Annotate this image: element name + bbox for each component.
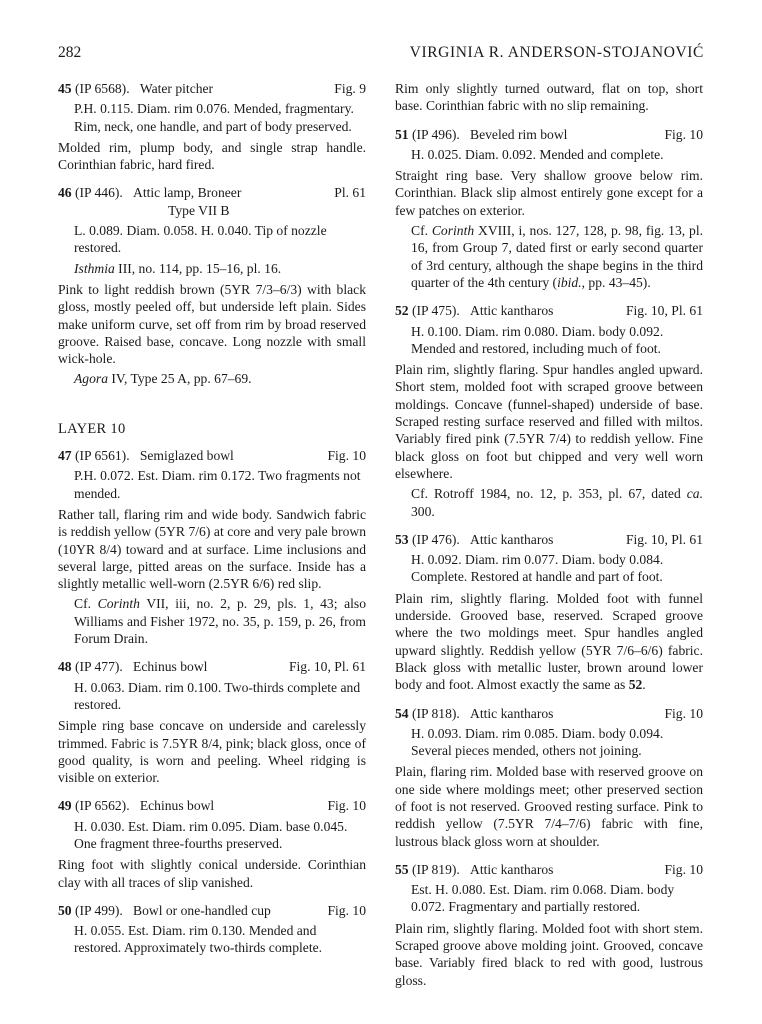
- reference-title: Corinth: [431, 223, 475, 239]
- description-end: .: [642, 677, 646, 693]
- catalog-entry-52: [395, 302, 703, 520]
- entry-inventory: (IP 6561).: [71, 448, 130, 464]
- entry-name: Semiglazed bowl: [139, 448, 234, 464]
- entry-number: 48: [58, 659, 72, 675]
- entry-heading: [395, 126, 703, 143]
- figure-reference: Fig. 10, Pl. 61: [288, 659, 366, 675]
- entry-measurements: H. 0.055. Est. Diam. rim 0.130. Mended and restored. Approximately two-thirds complete.: [74, 923, 323, 956]
- entry-name: Attic lamp, Broneer: [133, 185, 242, 201]
- reference-prefix: Cf.: [411, 223, 432, 239]
- entry-name: Attic kantharos: [470, 531, 554, 547]
- entry-heading: [58, 797, 366, 814]
- reference-detail: IV, Type 25 A, pp. 67–69.: [107, 371, 252, 387]
- entry-description: Plain rim, slightly flaring. Molded foot with short stem. Scraped groove above molding joint. Grooved, concave base. Variably fired black to red with good, lustrous gloss.: [395, 920, 703, 988]
- entry-measurements: H. 0.100. Diam. rim 0.080. Diam. body 0.092. Mended and restored, including much of foot.: [411, 323, 664, 356]
- entry-inventory: (IP 6568).: [71, 81, 130, 96]
- figure-reference: Fig. 10: [664, 705, 703, 721]
- entry-measurements: H. 0.093. Diam. rim 0.085. Diam. body 0.094. Several pieces mended, others not joining.: [411, 725, 664, 759]
- entry-measurements: P.H. 0.072. Est. Diam. rim 0.172. Two fragments not mended.: [74, 468, 361, 501]
- entry-heading: [58, 80, 366, 97]
- entry-number: 53: [395, 531, 409, 547]
- reference-title: Isthmia: [74, 260, 115, 276]
- entry-description: Simple ring base concave on underside and carelessly trimmed. Fabric is 7.5YR 8/4, pink; black gloss, once of good quality, is worn and peeling. Wheel ridging is visible on exterior.: [58, 718, 366, 786]
- entry-measurements: H. 0.092. Diam. rim 0.077. Diam. body 0.084. Complete. Restored at handle and part of foot.: [411, 552, 664, 585]
- entry-name: Bowl or one-handled cup: [133, 902, 271, 918]
- entry-description: Ring foot with slightly conical underside. Corinthian clay with all traces of slip vanished.: [58, 857, 366, 890]
- figure-reference: Fig. 10: [327, 448, 366, 464]
- entry-inventory: (IP 496).: [408, 126, 460, 142]
- entry-heading: [58, 184, 366, 219]
- entry-heading: [395, 861, 703, 878]
- entry-name: Water pitcher: [139, 81, 214, 96]
- entry-name: Attic kantharos: [470, 303, 554, 319]
- catalog-entry-49: [58, 797, 366, 890]
- entry-number: 45: [58, 81, 72, 96]
- entry-description: Rather tall, flaring rim and wide body. Sandwich fabric is reddish yellow (5YR 7/6) at core and very pale brown (10YR 8/4) toward and at surface. Lime inclusions and several large, pitted areas on the surface. Inside has a slightly metallic well-worn (2.5YR 6/6) red slip.: [58, 506, 366, 592]
- running-head: VIRGINIA R. ANDERSON-STOJANOVIĆ: [409, 44, 704, 61]
- entry-number: 55: [395, 861, 409, 877]
- layer-heading: LAYER 10: [58, 420, 126, 437]
- right-column: [395, 80, 703, 1000]
- entry-reference: [395, 222, 703, 291]
- catalog-entry-45: [58, 80, 366, 173]
- entry-number: 51: [395, 126, 409, 142]
- figure-reference: Pl. 61: [334, 185, 366, 201]
- catalog-entry-54: [395, 705, 703, 850]
- reference-prefix: Cf.: [74, 596, 98, 612]
- catalog-entry-55: [395, 861, 703, 989]
- catalog-entry-46: [58, 184, 366, 387]
- entry-inventory: (IP 6562).: [71, 798, 130, 814]
- entry-number: 54: [395, 705, 409, 721]
- reference-title: Corinth: [97, 596, 140, 612]
- entry-reference: [395, 485, 703, 520]
- reference-detail: XVIII, i, nos. 127, 128, p. 98, fig. 13, pl. 16, from Group 7, dated first or early second quarter of 3rd century, although the shape begins in the third quarter of the 4th century (: [411, 223, 704, 290]
- entry-inventory: (IP 446).: [71, 185, 123, 201]
- entry-inventory: (IP 476).: [408, 531, 460, 547]
- entry-description: Molded rim, plump body, and single strap handle. Corinthian fabric, hard fired.: [58, 139, 366, 173]
- entry-measurements: H. 0.025. Diam. 0.092. Mended and complete.: [411, 146, 664, 162]
- left-column: [58, 80, 366, 968]
- catalog-entry-48: [58, 658, 366, 786]
- entry-name: Echinus bowl: [139, 798, 215, 814]
- entry-heading: [395, 302, 703, 319]
- reference-title: ca.: [686, 486, 703, 502]
- reference-prefix: Cf. Rotroff 1984, no. 12, p. 353, pl. 67, dated: [411, 486, 687, 502]
- entry-name: Beveled rim bowl: [470, 126, 568, 142]
- entry-inventory: (IP 477).: [71, 659, 123, 675]
- reference-ibid: ibid.: [557, 274, 582, 290]
- entry-inventory: (IP 499).: [71, 902, 123, 918]
- cross-reference-number: 52: [628, 677, 643, 693]
- page-header: [58, 44, 704, 68]
- catalog-entry-50: [58, 902, 366, 957]
- entry-50-continuation: Rim only slightly turned outward, flat on top, short base. Corinthian fabric with no slip remaining.: [395, 81, 703, 114]
- figure-reference: Fig. 10, Pl. 61: [625, 531, 703, 547]
- entry-heading: [58, 447, 366, 464]
- entry-number: 46: [58, 185, 72, 201]
- reference-title: Agora: [74, 371, 108, 387]
- entry-inventory: (IP 818).: [408, 705, 460, 721]
- catalog-entry-53: [395, 531, 703, 694]
- entry-number: 49: [58, 798, 72, 814]
- entry-reference: [58, 595, 366, 647]
- figure-reference: Fig. 10: [664, 861, 703, 877]
- figure-reference: Fig. 10: [664, 126, 703, 142]
- entry-inventory: (IP 819).: [408, 861, 460, 877]
- entry-number: 52: [395, 303, 409, 319]
- entry-description: [395, 590, 703, 694]
- entry-measurements: L. 0.089. Diam. 0.058. H. 0.040. Tip of nozzle restored.: [74, 223, 327, 256]
- figure-reference: Fig. 10, Pl. 61: [625, 303, 703, 319]
- entry-measurements: Est. H. 0.080. Est. Diam. rim 0.068. Diam. body 0.072. Fragmentary and partially restored.: [411, 882, 675, 915]
- entry-reference: [58, 260, 366, 277]
- entry-measurements: P.H. 0.115. Diam. rim 0.076. Mended, fragmentary. Rim, neck, one handle, and part of body preserved.: [74, 101, 354, 134]
- entry-measurements: H. 0.063. Diam. rim 0.100. Two-thirds complete and restored.: [74, 679, 361, 712]
- description-text: Plain rim, slightly flaring. Molded foot with funnel underside. Grooved base, reserved. Scraped groove where the two moldings meet. Spur handles angled upward slightly. Reddish yellow (5YR 7/6–6/6) fabric. Black gloss with metallic luster, brown around lower body and foot. Almost exactly the same as: [395, 590, 703, 693]
- entry-heading: [58, 902, 366, 919]
- figure-reference: Fig. 10: [327, 798, 366, 814]
- entry-heading: [395, 705, 703, 722]
- reference-detail: 300.: [411, 503, 435, 519]
- entry-reference: [58, 370, 366, 387]
- entry-measurements: H. 0.030. Est. Diam. rim 0.095. Diam. base 0.045. One fragment three-fourths preserved.: [74, 818, 348, 851]
- page-number: 282: [58, 44, 82, 61]
- reference-detail: III, no. 114, pp. 15–16, pl. 16.: [114, 260, 282, 276]
- catalog-entry-51: [395, 126, 703, 292]
- catalog-entry-47: [58, 447, 366, 647]
- entry-description: Plain rim, slightly flaring. Spur handles angled upward. Short stem, molded foot with scraped groove between moldings. Concave (funnel-shaped) underside of base. Scraped resting surface reserved and filled with miltos. Variably fired pink (7.5YR 7/4) to reddish yellow. Fine black gloss on foot but chipped and very well worn elsewhere.: [395, 362, 703, 481]
- entry-name-continued: Type VII B: [168, 202, 230, 218]
- entry-description: Pink to light reddish brown (5YR 7/3–6/3) with black gloss, mostly peeled off, but underside left plain. Sides make uniform curve, set off from rim by broad reserved groove. Raised base, concave. Long nozzle with small wick-hole.: [58, 281, 366, 367]
- reference-detail: VII, iii, no. 2, p. 29, pls. 1, 43; also Williams and Fisher 1972, no. 35, p. 159, p. 26, from Forum Drain.: [74, 596, 367, 647]
- figure-reference: Fig. 10: [327, 902, 366, 918]
- entry-name: Echinus bowl: [133, 659, 208, 675]
- entry-description: Plain, flaring rim. Molded base with reserved groove on one side where moldings meet; other preserved section of foot is not reserved. Grooved resting surface. Pink to reddish yellow (7.5YR 7/4–7/6) fabric with fine, lustrous black gloss worn at shoulder.: [395, 764, 703, 849]
- entry-inventory: (IP 475).: [408, 303, 460, 319]
- entry-number: 47: [58, 448, 72, 464]
- entry-name: Attic kantharos: [470, 705, 554, 721]
- reference-end: , pp. 43–45).: [581, 274, 651, 290]
- entry-number: 50: [58, 902, 72, 918]
- entry-name: Attic kantharos: [470, 861, 554, 877]
- entry-description: Straight ring base. Very shallow groove below rim. Corinthian. Black slip almost entirely gone except for a few patches on exterior.: [395, 168, 703, 218]
- entry-heading: [58, 658, 366, 675]
- entry-heading: [395, 531, 703, 548]
- figure-reference: Fig. 9: [334, 81, 366, 96]
